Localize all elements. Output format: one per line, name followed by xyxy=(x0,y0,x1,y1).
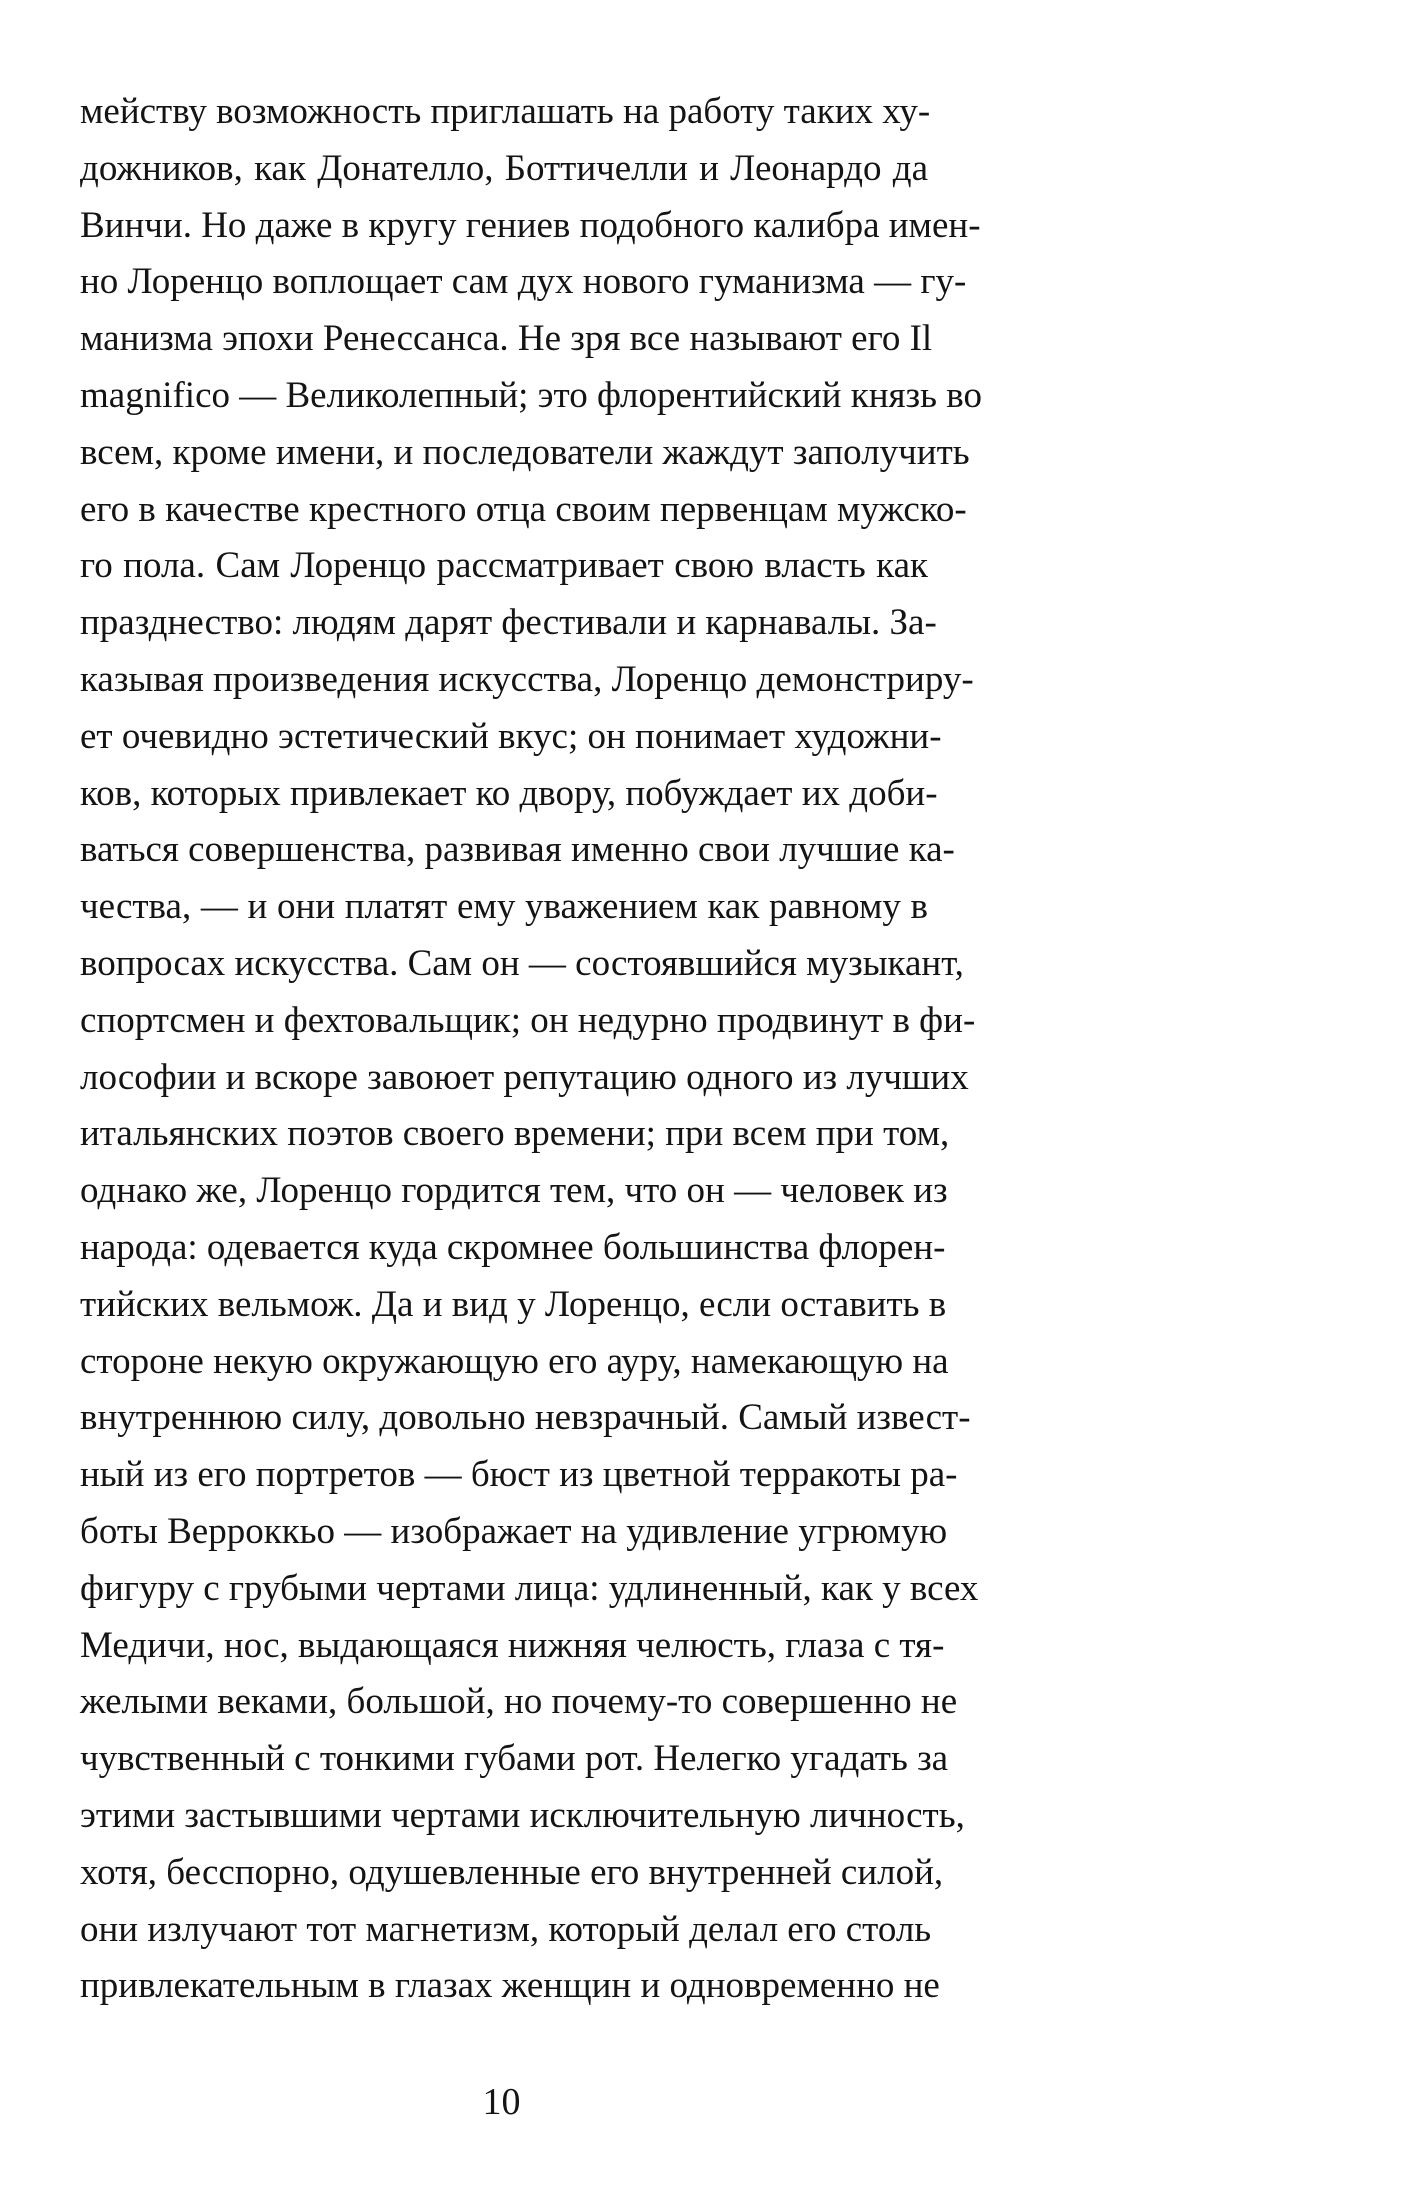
text-line: внутреннюю силу, довольно невзрачный. Самый извест- xyxy=(80,1397,971,1439)
text-line: но Лоренцо воплощает сам дух нового гуманизма — гу- xyxy=(80,261,967,303)
text-line: Медичи, нос, выдающаяся нижняя челюсть, глаза с тя- xyxy=(80,1624,945,1666)
text-line: казывая произведения искусства, Лоренцо демонстриру- xyxy=(80,658,974,700)
text-line: magnifico — Великолепный; это флорентийский князь во xyxy=(80,374,982,416)
text-line: ет очевидно эстетический вкус; он понимает художни- xyxy=(80,715,942,757)
page-number: 10 xyxy=(482,2081,521,2123)
text-line: манизма эпохи Ренессанса. Не зря все называют его Il xyxy=(80,318,933,360)
text-line: стороне некую окружающую его ауру, намекающую на xyxy=(80,1340,949,1382)
text-line: желыми веками, большой, но почему-то совершенно не xyxy=(80,1681,958,1723)
text-line: дожников, как Донателло, Боттичелли и Леонардо да xyxy=(80,147,928,189)
text-line: его в качестве крестного отца своим первенцам мужско- xyxy=(80,488,967,530)
text-line: Винчи. Но даже в кругу гениев подобного калибра имен- xyxy=(80,204,981,246)
text-line: боты Верроккьо — изображает на удивление угрюмую xyxy=(80,1510,948,1552)
text-line: народа: одевается куда скромнее большинства флорен- xyxy=(80,1226,946,1268)
text-line: лософии и вскоре завоюет репутацию одного из лучших xyxy=(80,1056,969,1098)
text-line: итальянских поэтов своего времени; при всем при том, xyxy=(80,1113,950,1155)
text-line: вопросах искусства. Сам он — состоявшийся музыкант, xyxy=(80,942,964,984)
text-line: они излучают тот магнетизм, который делал его столь xyxy=(80,1908,932,1950)
text-line: го пола. Сам Лоренцо рассматривает свою власть как xyxy=(80,545,928,587)
body-text xyxy=(80,84,982,2015)
text-line: хотя, бесспорно, одушевленные его внутренней силой, xyxy=(80,1851,944,1893)
text-line: спортсмен и фехтовальщик; он недурно продвинут в фи- xyxy=(80,999,976,1041)
text-line: ков, которых привлекает ко двору, побуждает их доби- xyxy=(80,772,938,814)
text-line: этими застывшими чертами исключительную личность, xyxy=(80,1794,965,1836)
text-line: привлекательным в глазах женщин и одновременно не xyxy=(80,1965,940,2007)
text-line: фигуру с грубыми чертами лица: удлиненный, как у всех xyxy=(80,1567,979,1609)
text-line: ный из его портретов — бюст из цветной терракоты ра- xyxy=(80,1454,958,1496)
text-line: празднество: людям дарят фестивали и карнавалы. За- xyxy=(80,602,937,644)
text-line: чества, — и они платят ему уважением как равному в xyxy=(80,886,928,928)
text-line: однако же, Лоренцо гордится тем, что он — человек из xyxy=(80,1170,948,1212)
text-line: чувственный с тонкими губами рот. Нелегко угадать за xyxy=(80,1738,949,1780)
text-line: всем, кроме имени, и последователи жаждут заполучить xyxy=(80,431,970,473)
text-line: мейству возможность приглашать на работу таких ху- xyxy=(80,91,931,132)
text-line: тийских вельмож. Да и вид у Лоренцо, если оставить в xyxy=(80,1283,947,1325)
text-line: ваться совершенства, развивая именно свои лучшие ка- xyxy=(80,829,955,871)
